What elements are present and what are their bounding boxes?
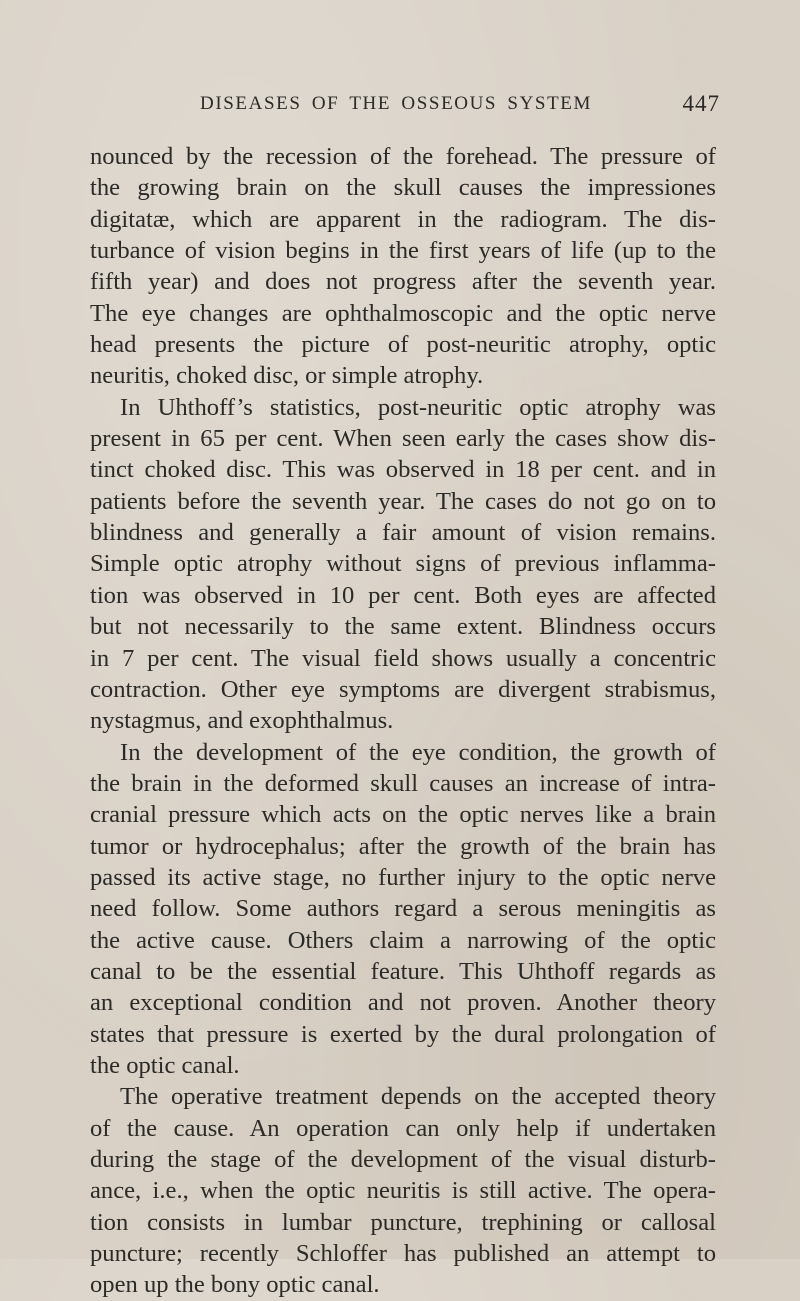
- text-line: the optic canal.: [90, 1051, 240, 1079]
- text-line: tinct choked disc. This was observed in 18 per cent. and in: [90, 456, 716, 484]
- text-line: open up the bony optic canal.: [90, 1271, 380, 1299]
- text-line: in 7 per cent. The visual field shows usually a concentric: [90, 644, 716, 672]
- text-line: turbance of vision begins in the first years of life (up to the: [90, 237, 716, 265]
- text-line: fifth year) and does not progress after the seventh year.: [90, 268, 716, 296]
- running-title: DISEASES OF THE OSSEOUS SYSTEM: [200, 93, 592, 114]
- text-line: cranial pressure which acts on the optic nerves like a brain: [90, 801, 716, 829]
- text-line: contraction. Other eye symptoms are divergent strabismus,: [90, 675, 716, 703]
- text-line: states that pressure is exerted by the dural prolongation of: [90, 1020, 716, 1048]
- text-line: The operative treatment depends on the accepted theory: [120, 1083, 716, 1111]
- text-line: the brain in the deformed skull causes an increase of intra-: [90, 769, 716, 797]
- page-number: 447: [682, 91, 720, 116]
- text-line: during the stage of the development of the visual disturb-: [90, 1146, 716, 1173]
- text-line: In the development of the eye condition, the growth of: [120, 738, 716, 766]
- text-line: digitatæ, which are apparent in the radiogram. The dis-: [90, 205, 716, 233]
- body-text: [90, 141, 716, 1301]
- text-line: tion was observed in 10 per cent. Both eyes are affected: [90, 581, 716, 609]
- text-line: In Uhthoff’s statistics, post-neuritic optic atrophy was: [120, 393, 716, 421]
- text-line: an exceptional condition and not proven. Another theory: [90, 989, 716, 1017]
- text-line: canal to be the essential feature. This Uhthoff regards as: [90, 957, 716, 985]
- text-line: patients before the seventh year. The cases do not go on to: [90, 487, 716, 515]
- text-line: the growing brain on the skull causes the impressiones: [90, 174, 716, 202]
- text-line: Simple optic atrophy without signs of previous inflamma-: [90, 550, 716, 578]
- text-line: tion consists in lumbar puncture, trephining or callosal: [90, 1208, 716, 1236]
- running-head: [200, 93, 720, 123]
- text-line: tumor or hydrocephalus; after the growth of the brain has: [90, 832, 716, 860]
- text-line: the active cause. Others claim a narrowing of the optic: [90, 926, 716, 954]
- text-line: ance, i.e., when the optic neuritis is still active. The opera-: [90, 1177, 716, 1205]
- text-line: need follow. Some authors regard a serous meningitis as: [90, 895, 716, 923]
- text-line: neuritis, choked disc, or simple atrophy.: [90, 362, 484, 390]
- text-line: head presents the picture of post-neuritic atrophy, optic: [90, 331, 716, 359]
- text-line: nystagmus, and exophthalmus.: [90, 707, 394, 735]
- text-line: The eye changes are ophthalmoscopic and the optic nerve: [90, 299, 716, 327]
- text-line: passed its active stage, no further injury to the optic nerve: [90, 863, 716, 891]
- text-line: of the cause. An operation can only help if undertaken: [90, 1114, 716, 1142]
- text-line: present in 65 per cent. When seen early the cases show dis-: [90, 425, 716, 453]
- text-line: nounced by the recession of the forehead. The pressure of: [90, 143, 716, 170]
- text-line: puncture; recently Schloffer has published an attempt to: [90, 1240, 716, 1268]
- text-line: but not necessarily to the same extent. Blindness occurs: [90, 613, 716, 641]
- text-line: blindness and generally a fair amount of vision remains.: [90, 519, 716, 547]
